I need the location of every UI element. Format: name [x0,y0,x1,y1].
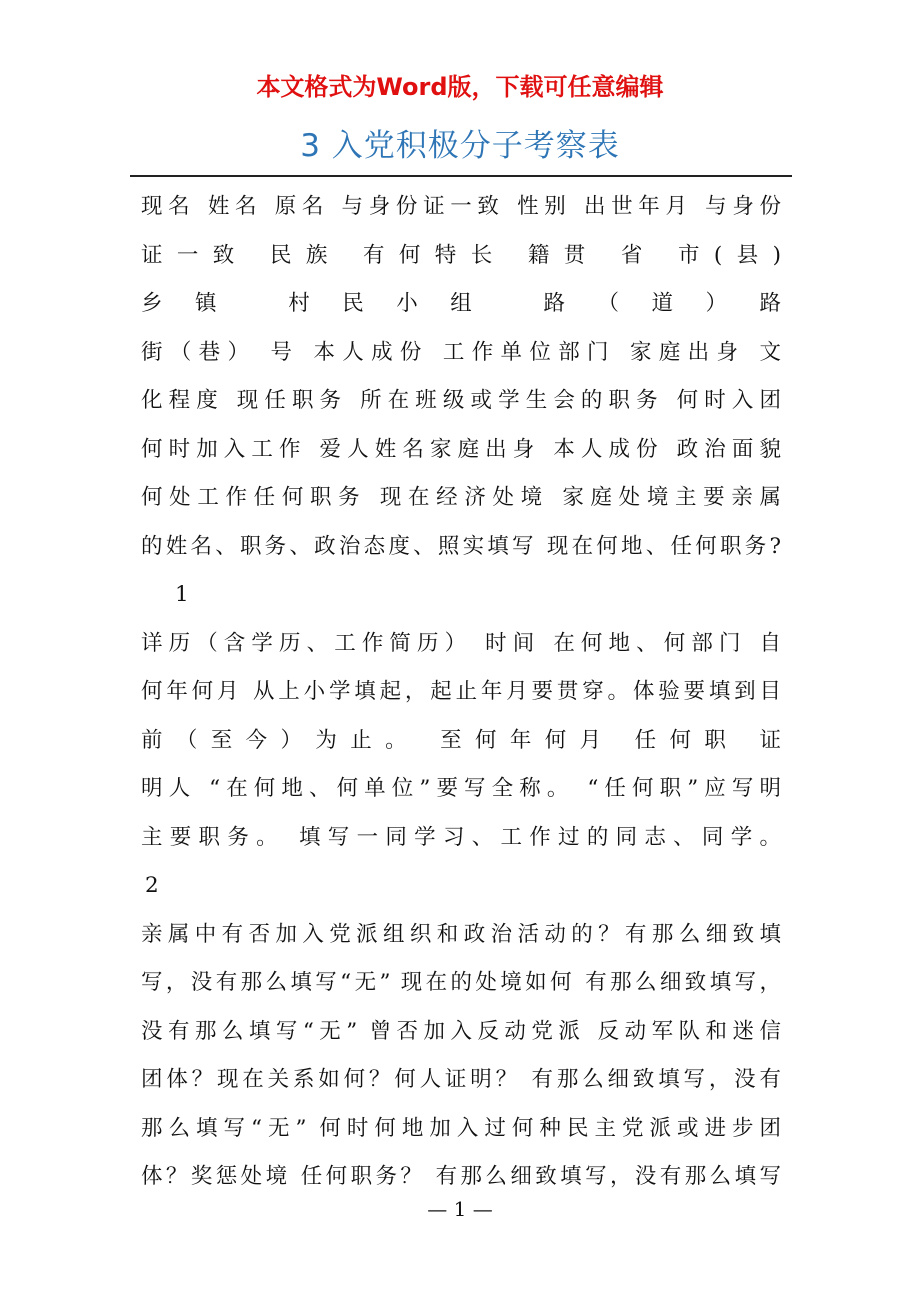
text-line: 写，没有那么填写“无” 现在的处境如何 有那么细致填写， [141,970,781,995]
text-line: 的姓名、职务、政治态度、照实填写 现在何地、任何职务? [141,533,781,559]
text-line: 没有那么填写“无” 曾否加入反动党派 反动军队和迷信 [141,1018,781,1044]
text-line: 何年何月 从上小学填起，起止年月要贯穿。体验要填到目 [141,679,781,704]
text-line: 前（至今）为止。 至何年何月 任何职 证 [141,727,781,753]
title-divider [130,175,792,177]
section-number: 1 [175,582,189,607]
section-number: 2 [145,873,159,898]
page-title: 3 入党积极分子考察表 [300,128,620,164]
text-line: 那么填写“无” 何时何地加入过何种民主党派或进步团 [141,1115,781,1141]
text-line: 体？奖惩处境 任何职务？ 有那么细致填写，没有那么填写 [141,1164,781,1189]
text-line: 何处工作任何职务 现在经济处境 家庭处境主要亲属 [141,485,781,510]
format-notice: 本文格式为Word版，下载可任意编辑 [256,73,664,101]
text-line: 团体？现在关系如何？何人证明？ 有那么细致填写，没有 [141,1067,781,1092]
text-line: 化程度 现任职务 所在班级或学生会的职务 何时入团 [141,388,781,413]
text-line: 证一致 民族 有何特长 籍贯 省 市(县) [141,242,781,268]
text-line: 现名 姓名 原名 与身份证一致 性别 出世年月 与身份 [141,194,781,219]
text-line: 详历（含学历、工作简历） 时间 在何地、何部门 自 [141,630,781,656]
text-line: 主要职务。 填写一同学习、工作过的同志、同学。 [141,824,781,850]
text-line: 乡镇 村民小组 路（道）路 [141,291,781,316]
page-number: — 1 — [427,1197,493,1221]
text-line: 亲属中有否加入党派组织和政治活动的？有那么细致填 [141,921,781,947]
text-line: 街（巷） 号 本人成份 工作单位部门 家庭出身 文 [141,339,781,365]
document-body [141,183,781,1202]
text-line: 何时加入工作 爱人姓名家庭出身 本人成份 政治面貌 [141,436,781,462]
text-line: 明人 “在何地、何单位”要写全称。 “任何职”应写明 [141,776,781,801]
